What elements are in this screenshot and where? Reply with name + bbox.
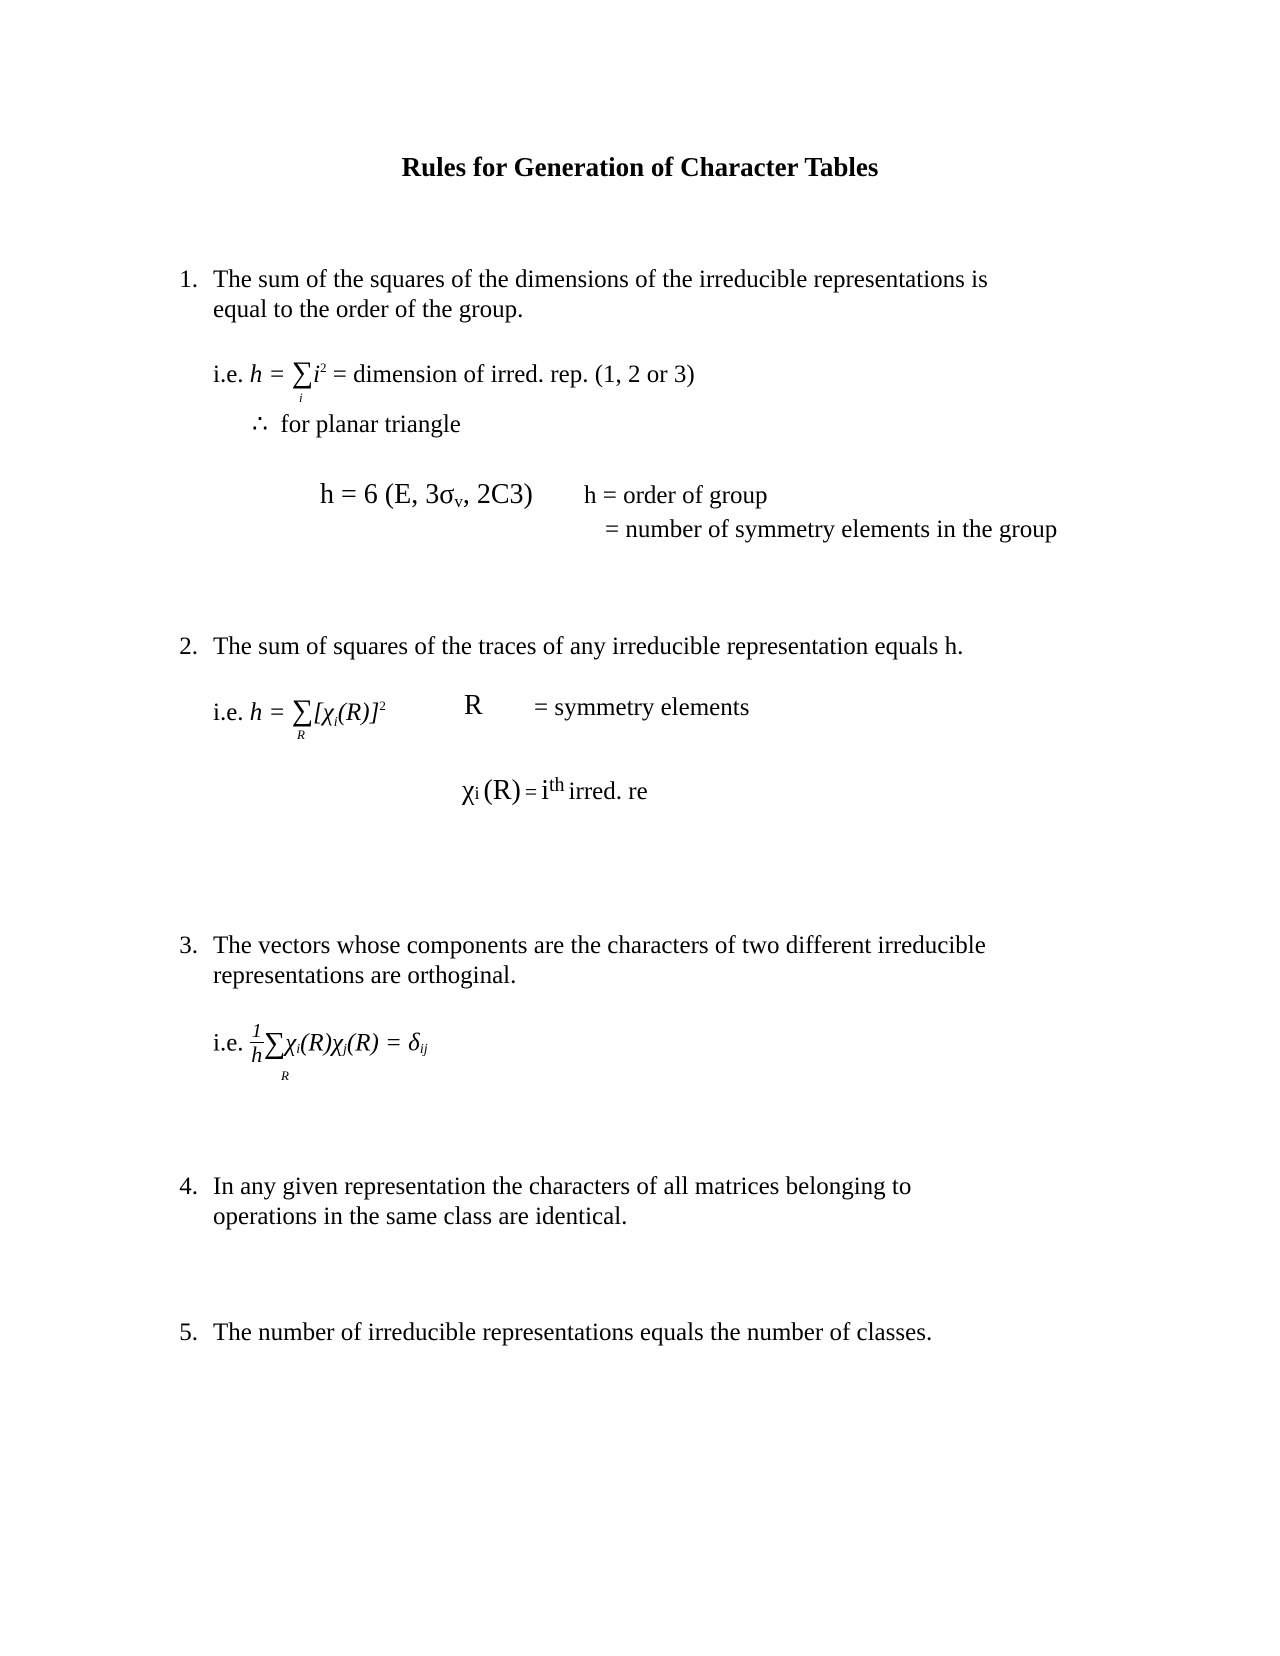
rule-4-number: 4. [179,1173,198,1200]
rule-2-number: 2. [179,633,198,660]
formula-term-end: (R)] [337,699,380,726]
chi-symbol: χ [462,775,475,806]
rule-2-formula [213,694,386,728]
ie-label: i.e. [213,699,244,726]
fraction [250,1020,264,1067]
formula-term: i [313,361,321,388]
fraction-numerator: 1 [251,1020,262,1042]
formula-lhs: h = [249,361,286,388]
therefore-symbol: ∴ [252,411,268,438]
therefore-line [252,409,461,439]
sigma-symbol: ∑ [263,1026,286,1060]
chi-index: i [474,783,480,803]
formula-term: [χ [313,699,334,726]
sigma-subscript: R [297,727,305,742]
chi-definition [462,775,648,807]
rule-5-line-1: The number of irreducible representations equals the number of classes. [213,1319,933,1346]
formula-superscript: 2 [379,698,386,713]
rule-1-number: 1. [179,266,198,293]
chi-argument: (R) [483,775,521,806]
sigma-symbol: ∑ [291,694,314,727]
rule-5-number: 5. [179,1319,198,1346]
formula-i-subscript: i [296,1041,301,1057]
page-title: Rules for Generation of Character Tables [401,152,879,182]
rule-3-formula [213,1020,428,1067]
formula-rhs: = dimension of irred. rep. (1, 2 or 3) [332,361,695,388]
r-definition: = symmetry elements [534,694,750,721]
chi-equals: = [524,779,538,804]
rule-1-formula [213,356,695,390]
sigma-v-subscript: v [454,492,463,511]
ie-label: i.e. [213,361,244,388]
order-definition-2: = number of symmetry elements in the group [605,516,1058,543]
rule-3-line-1: The vectors whose components are the characters of two different irreducible [213,932,986,959]
fraction-denominator: h [251,1042,263,1067]
chi-def-text: irred. re [568,778,648,805]
formula-end: (R) = δ [346,1029,420,1057]
formula-superscript: 2 [320,360,327,375]
rule-4-line-2: operations in the same class are identical. [213,1203,628,1230]
sigma-subscript: i [299,390,303,405]
rule-1-line-2: equal to the order of the group. [213,296,524,323]
sigma-symbol: ∑ [291,356,314,389]
rule-4-line-1: In any given representation the characters of all matrices belonging to [213,1173,912,1200]
order-equation-end: , 2C3) [462,479,533,510]
rule-3-number: 3. [179,932,198,959]
rule-2-line-1: The sum of squares of the traces of any irreducible representation equals h. [213,633,964,660]
formula-chi: χ [285,1029,297,1057]
order-equation-start: h = 6 (E, 3σ [320,479,455,510]
ie-label: i.e. [213,1029,244,1057]
r-symbol: R [464,690,483,721]
chi-subscript: i [333,715,338,730]
order-definition-1: h = order of group [584,482,768,509]
rule-3-line-2: representations are orthoginal. [213,962,517,989]
formula-lhs: h = [249,699,286,726]
formula-j-subscript: j [343,1041,347,1057]
rule-1-line-1: The sum of the squares of the dimensions of the irreducible representations is [213,266,988,293]
formula-middle: (R)χ [300,1029,343,1057]
therefore-text: for planar triangle [280,411,461,438]
formula-ij-subscript: ij [419,1041,428,1057]
order-equation [320,479,533,511]
sigma-subscript: R [281,1068,289,1083]
chi-def-i: i [541,775,549,806]
chi-def-superscript: th [548,774,565,796]
